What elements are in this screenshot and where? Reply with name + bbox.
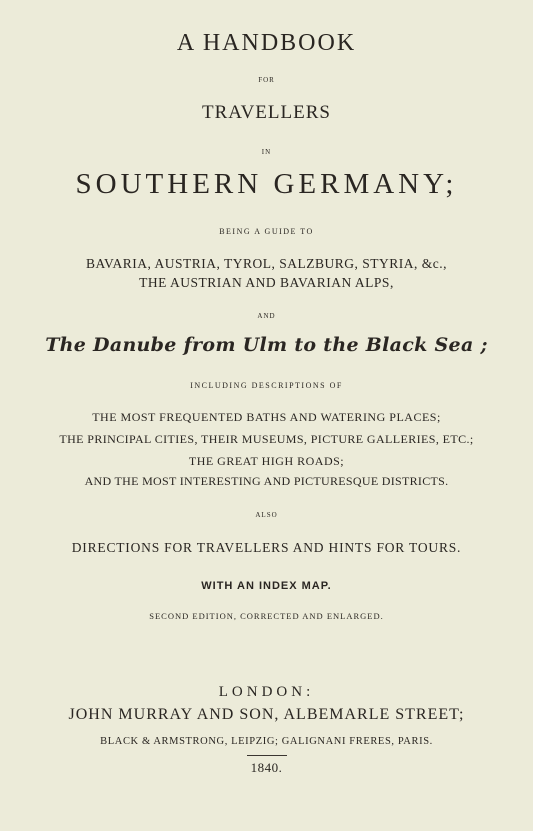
regions-line-2: THE AUSTRIAN AND BAVARIAN ALPS,: [139, 275, 394, 290]
connector-also: ALSO: [255, 511, 278, 519]
description-line-districts: AND THE MOST INTERESTING AND PICTURESQUE DISTRICTS.: [84, 474, 449, 488]
index-map-line: WITH AN INDEX MAP.: [201, 580, 332, 592]
edition-line: SECOND EDITION, CORRECTED AND ENLARGED.: [149, 611, 384, 621]
description-line-cities: THE PRINCIPAL CITIES, THEIR MUSEUMS, PICTURE GALLERIES, ETC.;: [59, 432, 474, 446]
imprint-publisher: JOHN MURRAY AND SON, ALBEMARLE STREET;: [68, 706, 465, 723]
directions-line: DIRECTIONS FOR TRAVELLERS AND HINTS FOR TOURS.: [71, 540, 462, 555]
imprint-year: 1840.: [250, 760, 283, 775]
title-line-travellers: TRAVELLERS: [202, 102, 331, 123]
regions-line-1: BAVARIA, AUSTRIA, TYROL, SALZBURG, STYRIA, &c.,: [85, 256, 448, 271]
imprint-london: LONDON:: [218, 684, 315, 700]
title-line-in: IN: [261, 148, 272, 156]
including-descriptions-heading: INCLUDING DESCRIPTIONS OF: [190, 381, 343, 390]
subtitle-being-a-guide: BEING A GUIDE TO: [219, 227, 314, 236]
title-line-for: FOR: [258, 76, 275, 84]
imprint-booksellers: BLACK & ARMSTRONG, LEIPZIG; GALIGNANI FRERES, PARIS.: [100, 736, 433, 747]
description-line-roads: THE GREAT HIGH ROADS;: [188, 454, 345, 468]
danube-blackletter-line: The Danube from Ulm to the Black Sea ;: [45, 334, 488, 356]
connector-and: AND: [257, 312, 276, 320]
title-line-southern-germany: SOUTHERN GERMANY;: [75, 168, 458, 200]
year-divider-rule: [247, 755, 287, 756]
title-line-handbook: A HANDBOOK: [176, 30, 357, 56]
description-line-baths: THE MOST FREQUENTED BATHS AND WATERING PLACES;: [92, 410, 441, 424]
